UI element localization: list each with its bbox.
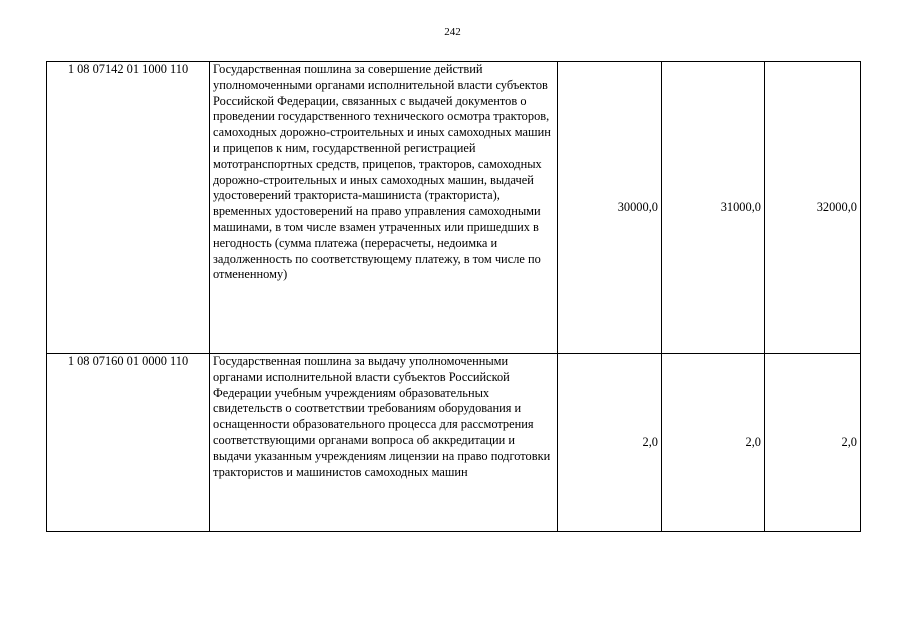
budget-code-cell: 1 08 07160 01 0000 110 [47,354,210,532]
value-cell-year-1: 2,0 [558,354,662,532]
table-row [47,62,861,354]
page-number: 242 [444,26,461,38]
value-cell-year-1: 30000,0 [558,62,662,354]
value-cell-year-2: 2,0 [662,354,765,532]
description-cell: Государственная пошлина за совершение действий уполномоченными органами исполнительной власти субъектов Российской Федерации, связанных с выдачей документов о проведении государственного технического осмотра тракторов, самоходных дорожно-строительных и иных самоходных машин и прицепов к ним, государственной регистрацией мототранспортных средств, прицепов, тракторов, самоходных дорожно-строительных и иных самоходных машин, выдачей удостоверений тракториста-машиниста (тракториста), временных удостоверений на право управления самоходными машинами, в том числе взамен утраченных или пришедших в негодность (сумма платежа (перерасчеты, недоимка и задолженность по соответствующему платежу, в том числе по отмененному) [210,62,558,354]
description-cell: Государственная пошлина за выдачу уполномоченными органами исполнительной власти субъектов Российской Федерации учебным учреждениям образовательных свидетельств о соответствии требованиям оборудования и оснащенности образовательного процесса для рассмотрения соответствующими органами вопроса об аккредитации и выдачи указанным учреждениям лицензии на право подготовки трактористов и машинистов самоходных машин [210,354,558,532]
revenue-table [46,61,861,532]
budget-code-cell: 1 08 07142 01 1000 110 [47,62,210,354]
value-cell-year-3: 32000,0 [765,62,861,354]
value-cell-year-2: 31000,0 [662,62,765,354]
value-cell-year-3: 2,0 [765,354,861,532]
table-row [47,354,861,532]
